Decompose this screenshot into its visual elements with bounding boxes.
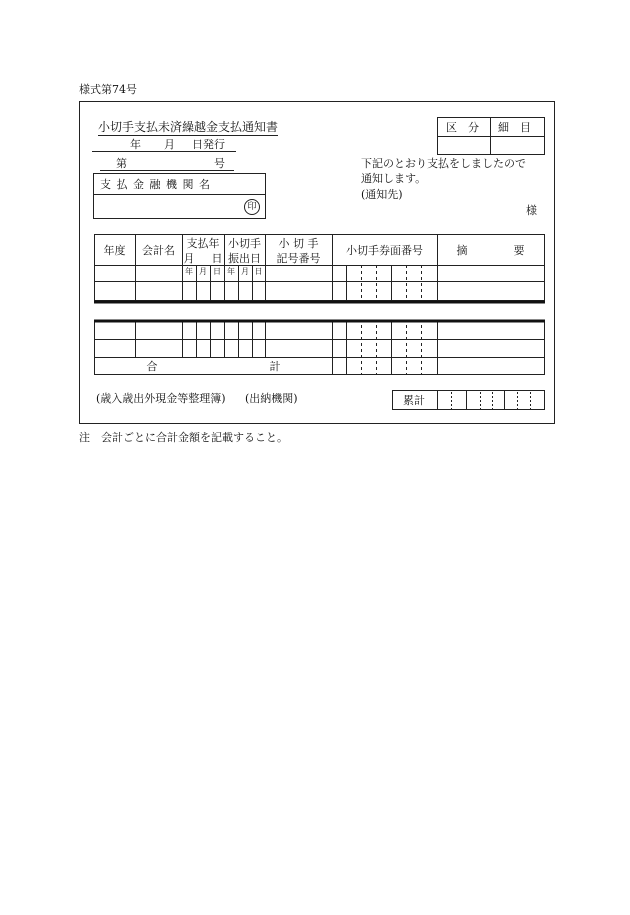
sub-header-pay-month: 月 bbox=[199, 267, 207, 276]
header-check-id-bottom: 記号番号 bbox=[276, 252, 321, 265]
header-check-id-top: 小 切 手 bbox=[278, 237, 319, 250]
sub-header-issue-month: 月 bbox=[241, 267, 249, 276]
cumulative-label: 累計 bbox=[403, 394, 425, 407]
total-label-left: 合 bbox=[146, 360, 158, 373]
number-suffix: 号 bbox=[214, 157, 225, 170]
header-issue-date-top: 小切手 bbox=[228, 237, 261, 250]
recipient-label: (通知先) bbox=[361, 188, 403, 201]
header-account-name: 会計名 bbox=[142, 244, 175, 257]
note-text: 注 会計ごとに合計金額を記載すること。 bbox=[79, 431, 288, 444]
institution-footer-label: (出納機関) bbox=[245, 392, 298, 405]
header-pay-date-top: 支払年 bbox=[186, 237, 220, 250]
sub-header-issue-day: 日 bbox=[254, 267, 263, 276]
sub-header-pay-year: 年 bbox=[185, 267, 193, 276]
ledger-label: (歳入歳出外現金等整理簿) bbox=[96, 392, 226, 405]
issue-month-label: 月 bbox=[164, 138, 175, 151]
header-pay-month: 月 bbox=[183, 252, 195, 265]
form-title: 小切手支払未済繰越金支払通知書 bbox=[98, 120, 279, 134]
total-label-right: 計 bbox=[269, 360, 281, 373]
notice-line2: 通知します。 bbox=[361, 172, 427, 185]
sub-header-issue-year: 年 bbox=[227, 267, 235, 276]
issue-day-label: 日発行 bbox=[192, 138, 225, 151]
seal-mark: 印 bbox=[244, 199, 260, 215]
issue-year-label: 年 bbox=[130, 138, 141, 151]
institution-label: 支 払 金 融 機 関 名 bbox=[100, 178, 211, 191]
sub-header-pay-day: 日 bbox=[213, 267, 221, 276]
header-summary-1: 摘 bbox=[456, 244, 468, 257]
number-prefix: 第 bbox=[116, 157, 127, 170]
header-fiscal-year: 年度 bbox=[103, 244, 126, 257]
notice-line1: 下記のとおり支払をしましたので bbox=[361, 157, 526, 170]
form-number: 様式第74号 bbox=[79, 83, 137, 96]
header-check-amount: 小切手券面番号 bbox=[346, 244, 423, 257]
saimoku-label: 細 目 bbox=[498, 121, 531, 134]
header-summary-2: 要 bbox=[513, 244, 525, 257]
kubun-label: 区 分 bbox=[446, 121, 479, 134]
honorific: 様 bbox=[526, 204, 537, 217]
header-pay-day: 日 bbox=[211, 252, 223, 265]
header-issue-date-bottom: 振出日 bbox=[228, 252, 261, 265]
